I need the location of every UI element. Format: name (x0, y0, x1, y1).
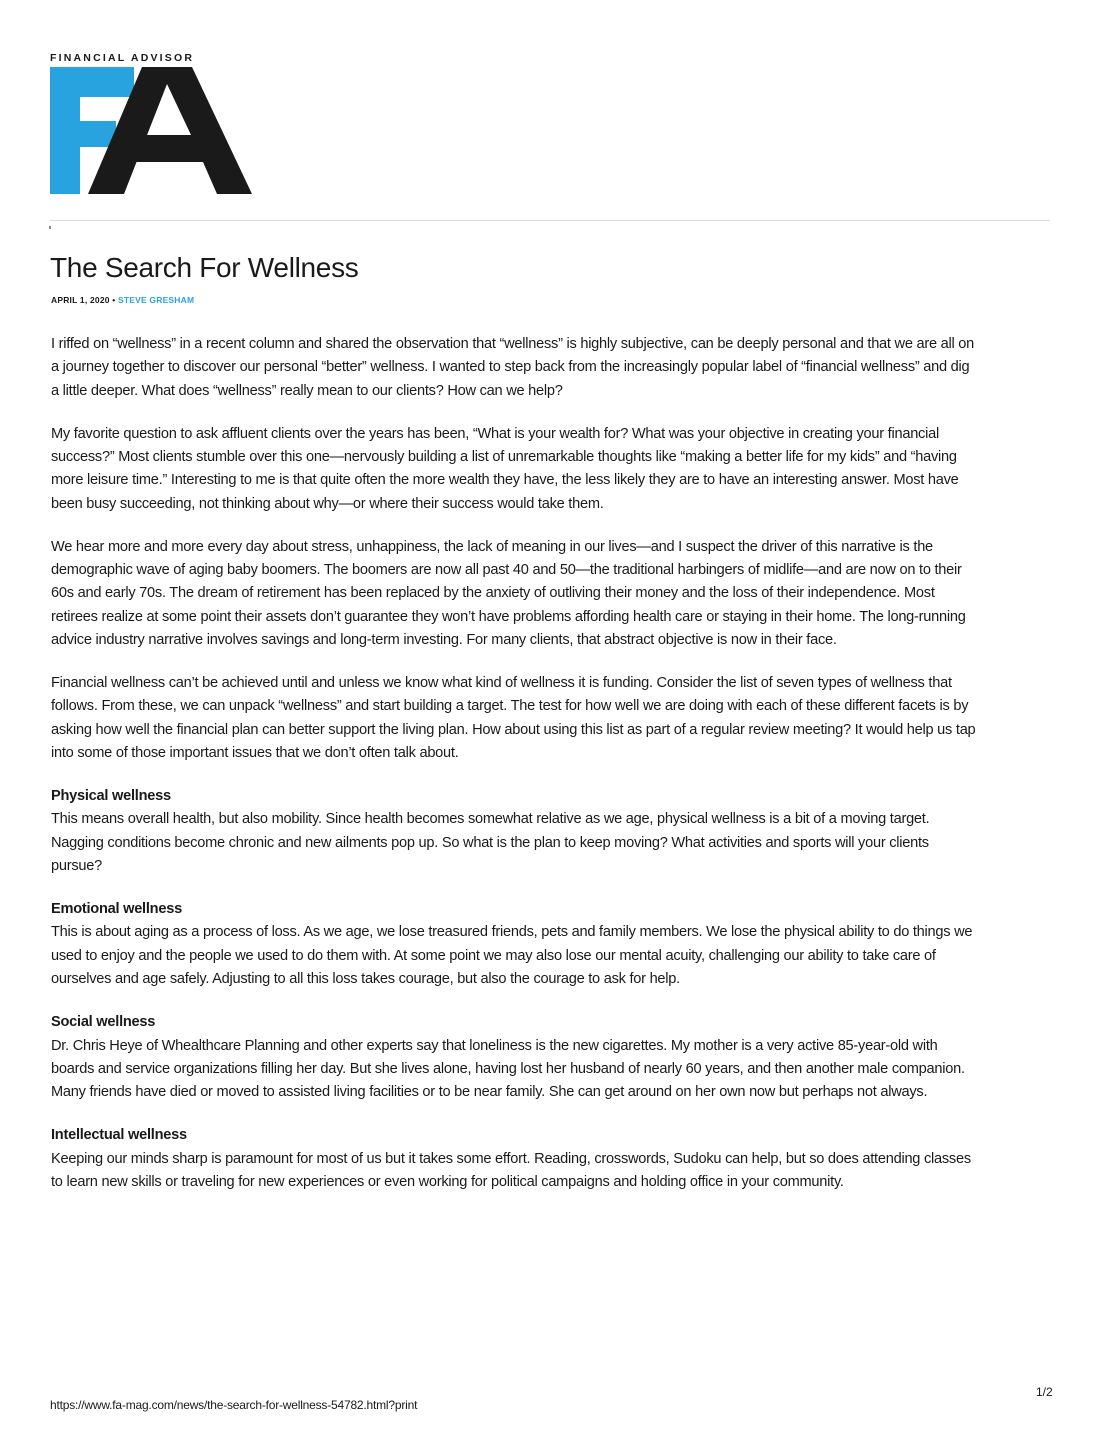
section-body: This is about aging as a process of loss. As we age, we lose treasured friends, pets and family members. We lose the physical ability to do things we used to enjoy and the people we used to do them with. At some point we may also lose our mental acuity, challenging our ability to take care of ourselves and age safely. Adjusting to all this loss takes courage, but also the courage to ask for help. (51, 924, 973, 988)
article-author-link[interactable]: STEVE GRESHAM (117, 295, 195, 305)
section-body: Dr. Chris Heye of Whealthcare Planning and other experts say that loneliness is the new cigarettes. My mother is a very active 85-year-old with boards and service organizations filling her day. But she lives alone, having lost her husband of nearly 60 years, and then another male companion. Many friends have died or moved to assisted living facilities or to be near family. She can get around on her own now but perhaps not always. (51, 1037, 965, 1101)
logo-tagline: FINANCIAL ADVISOR (50, 52, 195, 64)
section-heading: Emotional wellness (51, 901, 182, 918)
article-paragraph: Financial wellness can’t be achieved until and unless we know what kind of wellness it is funding. Consider the list of seven types of wellness that follows. From these, we can unpack “wellness” and start building a target. The test for how well we are doing with each of these different facets is by asking how well the financial plan can better support the living plan. How about using this list as part of a regular review meeting? It would help us tap into some of those important issues that we don’t often talk about. (51, 675, 976, 762)
article-date: APRIL 1, 2020 (51, 295, 110, 305)
page-number: 1/2 (1036, 1385, 1053, 1399)
article-paragraph: We hear more and more every day about stress, unhappiness, the lack of meaning in our lives—and I suspect the driver of this narrative is the demographic wave of aging baby boomers. The boomers are now all past 40 and 50—the traditional harbingers of midlife—and are now on to their 60s and early 70s. The dream of retirement has been replaced by the anxiety of outliving their money and the loss of their independence. Most retirees realize at some point their assets don’t guarantee they won’t have problems affording health care or staying in their home. The long-running advice industry narrative involves savings and long-term investing. For many clients, that abstract objective is now in their face. (51, 538, 966, 649)
article-byline (51, 294, 194, 306)
section-heading: Social wellness (51, 1014, 156, 1031)
section-physical-wellness (51, 785, 976, 879)
article-body (51, 333, 976, 1214)
article-paragraph: My favorite question to ask affluent clients over the years has been, “What is your wealth for? What was your objective in creating your financial success?” Most clients stumble over this one—nervously building a list of unremarkable thoughts like “making a better life for my kids” and “having more leisure time.” Interesting to me is that quite often the more wealth they have, the less likely they are to have an interesting answer. Most have been busy succeeding, not thinking about why—or where their success would take them. (51, 425, 959, 512)
section-heading: Intellectual wellness (51, 1127, 187, 1144)
byline-separator: • (109, 295, 118, 305)
section-emotional-wellness (51, 898, 976, 992)
section-social-wellness (51, 1011, 976, 1105)
section-body: This means overall health, but also mobility. Since health becomes somewhat relative as we age, physical wellness is a bit of a moving target. Nagging conditions become chronic and new ailments pop up. So what is the plan to keep moving? What activities and sports will your clients pursue? (51, 811, 930, 875)
fa-monogram-icon (50, 67, 252, 195)
section-body: Keeping our minds sharp is paramount for most of us but it takes some effort. Reading, crosswords, Sudoku can help, but so does attending classes to learn new skills or traveling for new experiences or even working for political campaigns and holding office in your community. (51, 1150, 971, 1190)
fa-logo[interactable] (50, 52, 252, 194)
article-paragraph: I riffed on “wellness” in a recent column and shared the observation that “wellness” is highly subjective, can be deeply personal and that we are all on a journey together to discover our personal “better” wellness. I wanted to step back from the increasingly popular label of “financial wellness” and dig a little deeper. What does “wellness” really mean to our clients? How can we help? (51, 336, 975, 399)
section-intellectual-wellness (51, 1124, 976, 1194)
article-title: The Search For Wellness (50, 252, 359, 283)
header-divider (50, 220, 1050, 221)
section-heading: Physical wellness (51, 788, 171, 805)
footer-url: https://www.fa-mag.com/news/the-search-for-wellness-54782.html?print (50, 1398, 418, 1412)
header-divider-mark (49, 226, 51, 229)
